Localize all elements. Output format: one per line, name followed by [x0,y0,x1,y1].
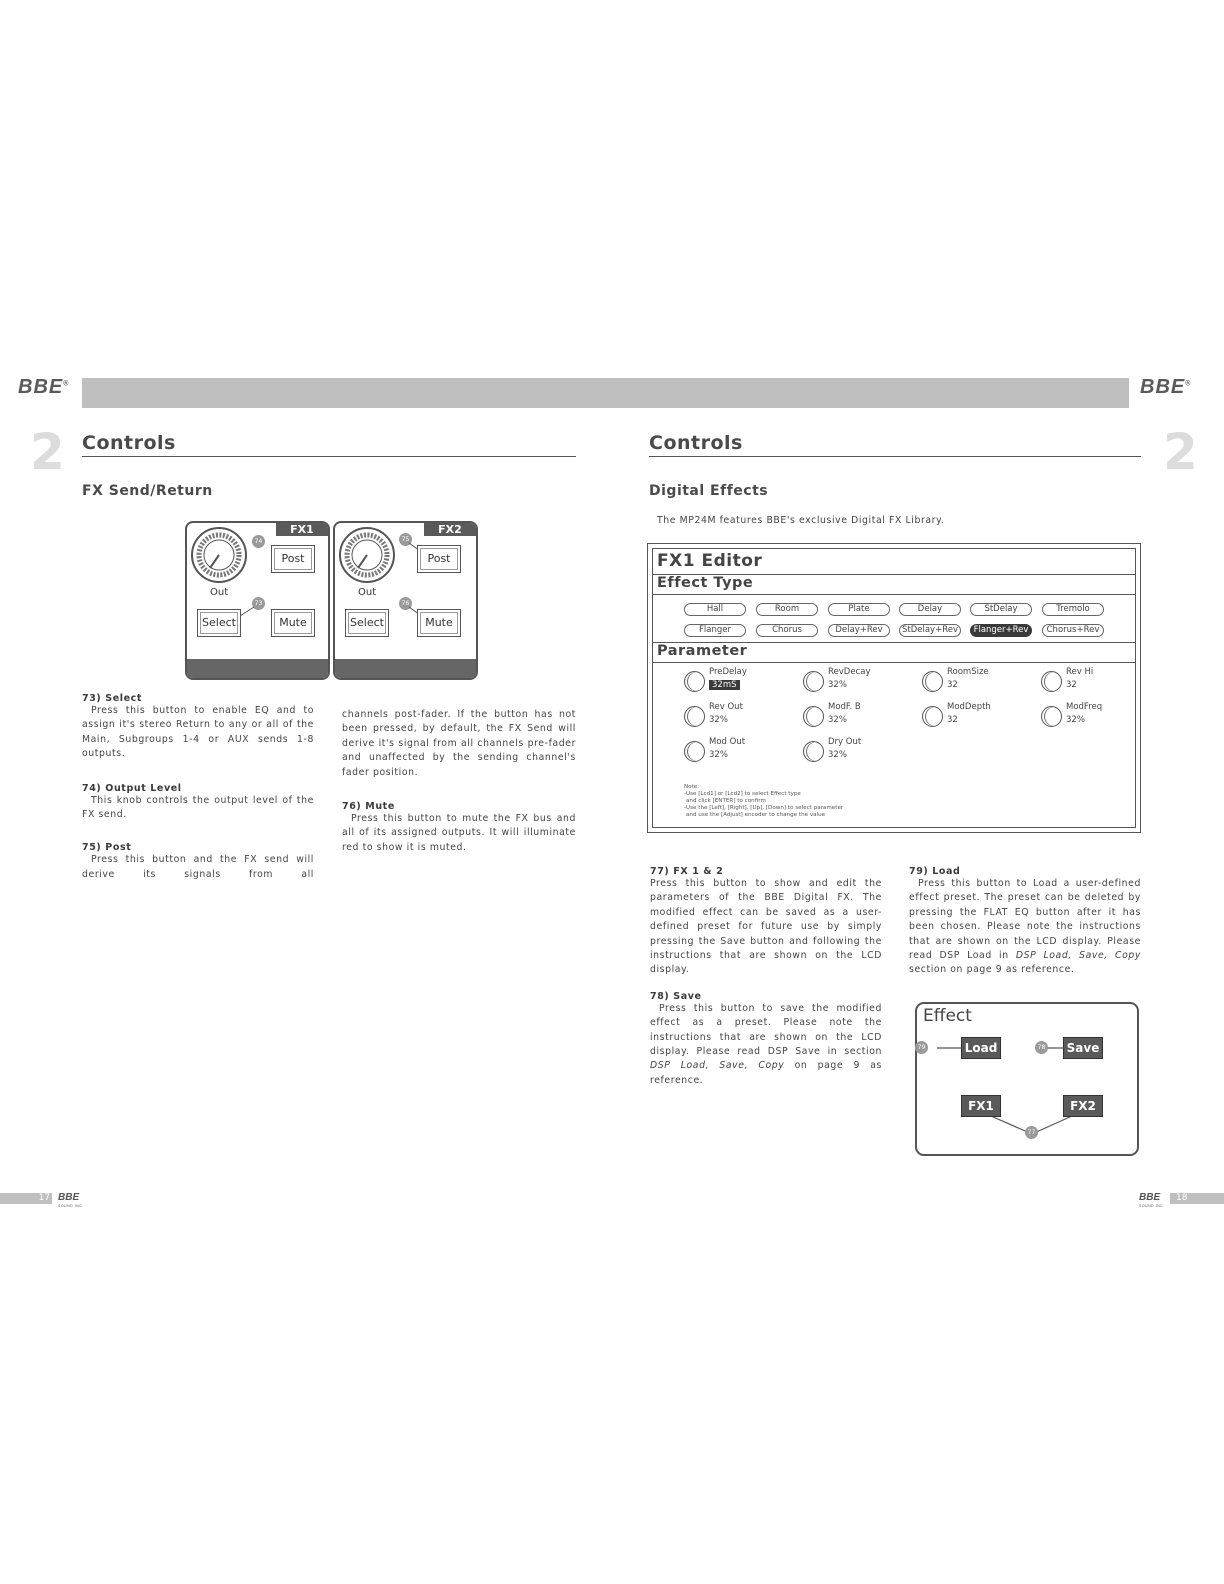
left-column-1 [82,693,314,882]
knob-icon [803,741,824,762]
effect-type-stdelay-rev[interactable]: StDelay+Rev [899,624,961,637]
knob-icon [684,706,705,727]
param-value: 32% [709,715,728,725]
callout-73: 73 [252,597,265,610]
effect-type-room[interactable]: Room [756,603,818,616]
fx1-out-knob[interactable] [189,526,249,584]
fx1-select-button[interactable]: Select [197,609,241,637]
knob-icon [803,706,824,727]
digital-effects-intro: The MP24M features BBE's exclusive Digital FX Library. [657,515,945,526]
param-revdecay[interactable] [803,667,913,697]
brand-logo-left: BBE® [18,376,70,398]
fx1-post-button[interactable]: Post [271,545,315,573]
knob-icon [1041,706,1062,727]
knob-icon [922,671,943,692]
effect-type-hall[interactable]: Hall [684,603,746,616]
fx1-out-label: Out [210,587,229,598]
effect-type-delay-rev[interactable]: Delay+Rev [828,624,890,637]
callout-77: 77 [1025,1126,1038,1139]
param-name: Rev Out [709,702,743,712]
left-column-2 [342,708,576,855]
item-76-heading: 76) Mute [342,801,395,813]
knob-icon [1041,671,1062,692]
fx2-post-button[interactable]: Post [417,545,461,573]
note-line: and click [ENTER] to confirm [686,798,766,804]
editor-rule-4 [653,662,1135,663]
item-77-body: Press this button to show and edit the parameters of the BBE Digital FX. The modified effect can be saved as a user-defined preset for future use by simply pressing the Save button and following the instructions that are shown on the LCD display. [650,878,882,976]
note-line: and use the [Adjust] encoder to change the value [686,812,826,818]
page-number-left: 17 [0,1193,52,1204]
param-value: 32% [828,750,847,760]
editor-note [684,784,843,819]
fx2-out-knob[interactable] [337,526,397,584]
effect-button-panel [915,1002,1139,1156]
chapter-number-right: 2 [1163,423,1198,481]
item-75-heading: 75) Post [82,842,132,854]
header-bar [82,378,1129,408]
effect-type-chorus[interactable]: Chorus [756,624,818,637]
item-77-heading: 77) FX 1 & 2 [650,866,724,877]
param-name: ModFreq [1066,702,1103,712]
fx1-panel-foot [187,659,328,678]
fx2-panel-foot [335,659,476,678]
item-78-body: Press this button to save the modified effect as a preset. Please note the instructions that are shown on the LCD display. Please read DSP Save in section DSP Load, Save, Copy on page 9 as reference. [650,1002,882,1086]
param-name: ModDepth [947,702,991,712]
parameter-title: Parameter [657,643,748,659]
fx2-select-button[interactable]: Select [345,609,389,637]
param-predelay[interactable] [684,667,794,697]
fx1-editor-screen [647,543,1141,833]
param-mod-out[interactable] [684,737,794,767]
param-rev-hi[interactable] [1041,667,1151,697]
callout-76: 76 [399,597,412,610]
right-column-1 [650,866,882,1088]
subsection-title-left: FX Send/Return [82,483,213,499]
effect-type-flanger-rev[interactable]: Flanger+Rev [970,624,1032,637]
param-value: 32 [947,680,958,690]
fx1-tag: FX1 [276,523,328,536]
fx2-button[interactable]: FX2 [1063,1095,1103,1117]
item-74-heading: 74) Output Level [82,782,182,794]
effect-type-tremolo[interactable]: Tremolo [1042,603,1104,616]
item-78-heading: 78) Save [650,990,702,1002]
section-title-right: Controls [649,432,743,454]
item-73-body: Press this button to enable EQ and to assign it's stereo Return to any or all of the Main, Subgroups 1-4 or AUX sends 1-8 outputs. [82,705,314,760]
knob-icon [684,741,705,762]
section-title-left: Controls [82,432,176,454]
param-name: RevDecay [828,667,871,677]
item-75-body-continued: channels post-fader. If the button has not been pressed, by default, the FX Send will derive it's signal from all channels pre-fader and unaffected by the sending channel's fader position. [342,709,576,778]
editor-title: FX1 Editor [657,551,763,571]
param-rev-out[interactable] [684,702,794,732]
effect-title: Effect [923,1006,972,1026]
effect-type-plate[interactable]: Plate [828,603,890,616]
footer-logo-right: BBE SOUND INC. [1139,1192,1165,1208]
effect-type-stdelay[interactable]: StDelay [970,603,1032,616]
effect-type-delay[interactable]: Delay [899,603,961,616]
callout-75: 75 [399,533,412,546]
fx2-tag: FX2 [424,523,476,536]
brand-logo-right: BBE® [1140,376,1192,398]
load-button[interactable]: Load [961,1037,1001,1059]
fx2-mute-button[interactable]: Mute [417,609,461,637]
note-line: -Use the [Left], [Right], [Up], [Down] to select parameter [684,805,844,811]
param-modf-b[interactable] [803,702,913,732]
knob-icon [684,671,705,692]
param-dry-out[interactable] [803,737,913,767]
item-73-heading: 73) Select [82,693,143,704]
param-moddepth[interactable] [922,702,1032,732]
knob-icon [922,706,943,727]
section-rule-right [649,456,1141,457]
page-number-right: 18 [1170,1193,1224,1204]
callout-74: 74 [252,535,265,548]
param-value: 32 [1066,680,1077,690]
footer-logo-left: BBE SOUND INC. [58,1192,84,1208]
fx1-mute-button[interactable]: Mute [271,609,315,637]
param-roomsize[interactable] [922,667,1032,697]
fx1-editor-frame [652,548,1136,828]
param-name: Dry Out [828,737,862,747]
param-value: 32mS [709,680,740,690]
chapter-number-left: 2 [30,423,65,481]
fx2-panel [333,521,478,680]
note-line: -Use [Lcd1] or [Lcd2] to select Effect type [684,791,801,797]
item-79-body: Press this button to Load a user-defined effect preset. The preset can be deleted by pressing the FLAT EQ button after it has been chosen. Please note the instructions that are shown on the LCD display. Please read DSP Load in DSP Load, Save, Copy section on page 9 as reference. [909,878,1142,976]
param-value: 32% [1066,715,1085,725]
right-column-2 [909,866,1141,978]
fx1-button[interactable]: FX1 [961,1095,1001,1117]
section-rule-left [82,456,576,457]
effect-type-flanger[interactable]: Flanger [684,624,746,637]
param-name: Mod Out [709,737,746,747]
item-76-body: Press this button to mute the FX bus and all of its assigned outputs. It will illuminate red to show it is muted. [342,813,576,853]
callout-79: 79 [915,1041,928,1054]
item-79-heading: 79) Load [909,866,961,877]
subsection-title-right: Digital Effects [649,483,769,499]
param-value: 32 [947,715,958,725]
item-74-body: This knob controls the output level of the FX send. [82,794,314,821]
editor-rule-2 [653,594,1135,595]
param-name: Rev Hi [1066,667,1094,677]
param-modfreq[interactable] [1041,702,1151,732]
fx1-panel [185,521,330,680]
effect-type-title: Effect Type [657,575,754,591]
param-name: RoomSize [947,667,989,677]
param-value: 32% [709,750,728,760]
knob-icon [803,671,824,692]
param-value: 32% [828,715,847,725]
param-name: ModF. B [828,702,861,712]
note-line: Note: [684,784,700,790]
fx2-out-label: Out [358,587,377,598]
item-75-body: Press this button and the FX send will derive its signals from all [82,854,314,880]
effect-type-chorus-rev[interactable]: Chorus+Rev [1042,624,1104,637]
param-value: 32% [828,680,847,690]
save-button[interactable]: Save [1063,1037,1103,1059]
callout-78: 78 [1035,1041,1048,1054]
param-name: PreDelay [709,667,747,677]
